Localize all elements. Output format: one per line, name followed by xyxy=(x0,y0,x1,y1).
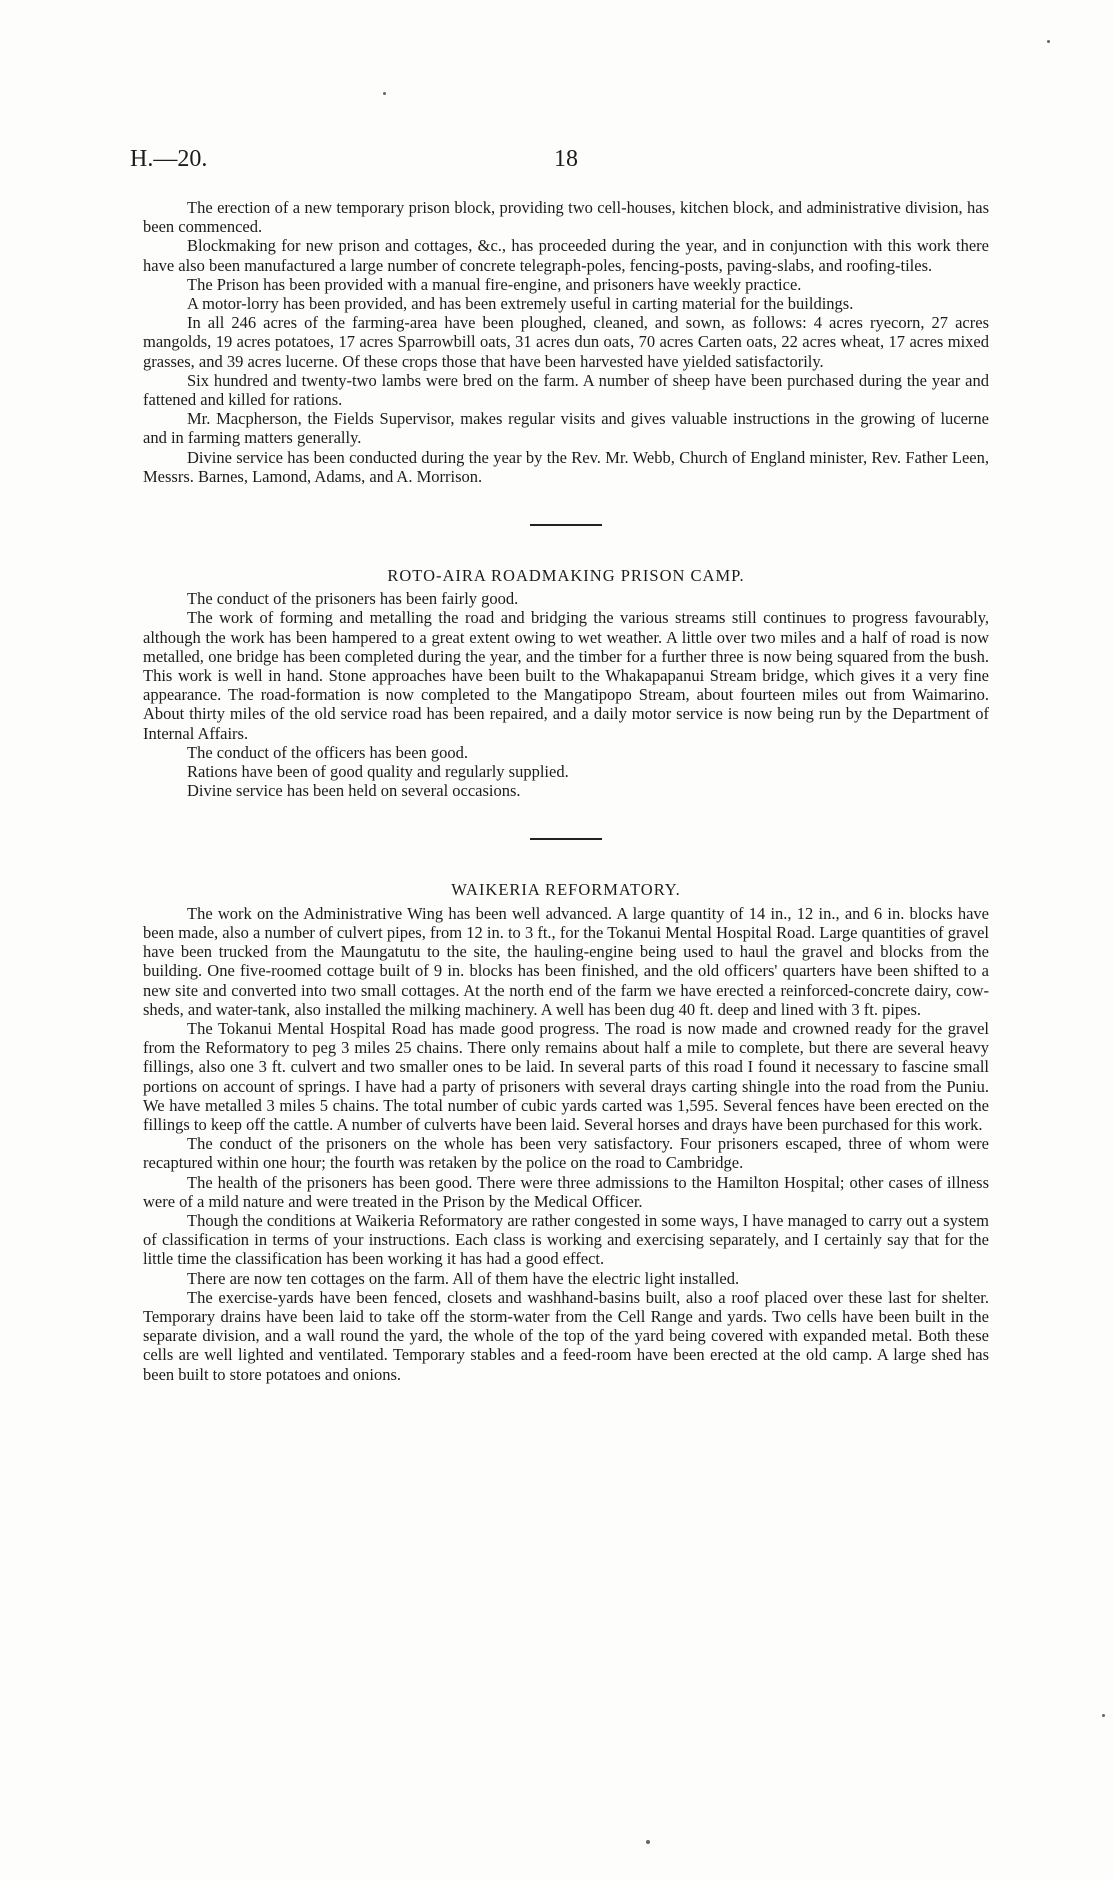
paragraph: The health of the prisoners has been good. There were three admissions to the Hamilton Hospital; other cases of illness were of a mild nature and were treated in the Prison by the Medical Officer. xyxy=(143,1172,989,1211)
paragraph: A motor-lorry has been provided, and has been extremely useful in carting material for the buildings. xyxy=(187,294,854,314)
paragraph: Blockmaking for new prison and cottages, &c., has proceeded during the year, and in conjunction with this work there have also been manufactured a large number of concrete telegraph-poles, fencing-posts, paving-slabs, and roofing-tiles. xyxy=(143,236,989,275)
paragraph: The conduct of the prisoners has been fairly good. xyxy=(187,589,519,609)
paragraph: Though the conditions at Waikeria Reformatory are rather congested in some ways, I have managed to carry out a system of classification in terms of your instructions. Each class is working and exercising separately, and I certainly say that for the little time the classification has been working it has had a good effect. xyxy=(143,1210,989,1269)
page-number: 18 xyxy=(554,146,578,172)
paragraph: The Prison has been provided with a manual fire-engine, and prisoners have weekly practice. xyxy=(187,274,802,294)
section-heading: ROTO-AIRA ROADMAKING PRISON CAMP. xyxy=(387,566,745,586)
scan-speck xyxy=(1102,1714,1105,1717)
paragraph: Divine service has been conducted during the year by the Rev. Mr. Webb, Church of England minister, Rev. Father Leen, Messrs. Barnes, Lamond, Adams, and A. Morrison. xyxy=(143,447,989,486)
section-divider xyxy=(530,524,602,526)
scan-speck xyxy=(383,92,386,95)
paragraph: In all 246 acres of the farming-area have been ploughed, cleaned, and sown, as follows: 4 acres ryecorn, 27 acres mangolds, 19 acres potatoes, 17 acres Sparrowbill oats, 31 acres dun oats, 70 acres Carten oats, 22 acres wheat, 17 acres mixed grasses, and 39 acres lucerne. Of these crops those that have been harvested have yielded satisfactorily. xyxy=(143,313,989,371)
scan-speck xyxy=(1047,40,1050,43)
paragraph: Six hundred and twenty-two lambs were bred on the farm. A number of sheep have been purchased during the year and fattened and killed for rations. xyxy=(143,370,989,410)
section-roto-aira xyxy=(143,566,989,800)
paragraph: There are now ten cottages on the farm. All of them have the electric light installed. xyxy=(187,1268,740,1288)
page-body xyxy=(143,198,989,1384)
paragraph: The work on the Administrative Wing has been well advanced. A large quantity of 14 in., 12 in., and 6 in. blocks have been made, also a number of culvert pipes, from 12 in. to 3 ft., for the Tokanui Mental Hospital Road. Large quantities of gravel have been trucked from the Maungatutu to the site, the hauling-engine being used to haul the gravel and blocks from the building. One five-roomed cottage built of 9 in. blocks has been finished, and the old officers' quarters have been shifted to a new site and converted into two small cottages. At the north end of the farm we have erected a reinforced-concrete dairy, cow-sheds, and water-tank, also installed the milking machinery. A well has been dug 40 ft. deep and lined with 3 ft. pipes. xyxy=(143,903,989,1019)
section-divider xyxy=(530,838,602,840)
document-id: H.—20. xyxy=(130,146,208,172)
paragraph: The conduct of the prisoners on the whole has been very satisfactory. Four prisoners escaped, three of whom were recaptured within one hour; the fourth was retaken by the police on the road to Cambridge. xyxy=(143,1134,989,1173)
paragraph: Mr. Macpherson, the Fields Supervisor, makes regular visits and gives valuable instructions in the growing of lucerne and in farming matters generally. xyxy=(143,409,989,448)
paragraph: Divine service has been held on several occasions. xyxy=(187,781,521,801)
paragraph: The exercise-yards have been fenced, closets and washhand-basins built, also a roof placed over these last for shelter. Temporary drains have been laid to take off the storm-water from the Cell Range and yards. Two cells have been built in the separate division, and a wall round the yard, the whole of the top of the yard being covered with expanded metal. Both these cells are well lighted and ventilated. Temporary stables and a feed-room have been erected at the old camp. A large shed has been built to store potatoes and onions. xyxy=(143,1287,989,1384)
paragraph: The erection of a new temporary prison block, providing two cell-houses, kitchen block, and administrative division, has been commenced. xyxy=(143,198,989,237)
paragraph: Rations have been of good quality and regularly supplied. xyxy=(187,762,569,782)
paragraph: The Tokanui Mental Hospital Road has made good progress. The road is now made and crowned ready for the gravel from the Reformatory to peg 3 miles 25 chains. There only remains about half a mile to complete, but there are several heavy fillings, also one 3 ft. culvert and two smaller ones to be laid. In several parts of this road I found it necessary to fascine small portions on account of springs. I have had a party of prisoners with several drays carting shingle into the road from the Puniu. We have metalled 3 miles 5 chains. The total number of cubic yards carted was 1,595. Several fences have been erected on the fillings to keep off the cattle. A number of culverts have been laid. Several horses and drays have been purchased for this work. xyxy=(143,1018,989,1134)
scan-speck xyxy=(646,1840,650,1844)
intro-block xyxy=(143,198,989,486)
section-waikeria xyxy=(143,880,989,1383)
paragraph: The conduct of the officers has been good. xyxy=(187,742,469,762)
section-heading: WAIKERIA REFORMATORY. xyxy=(451,880,681,900)
page-header xyxy=(130,146,990,176)
paragraph: The work of forming and metalling the road and bridging the various streams still continues to progress favourably, although the work has been hampered to a great extent owing to wet weather. A little over two miles and a half of road is now metalled, one bridge has been completed during the year, and the timber for a further three is now being squared from the bush. This work is well in hand. Stone approaches have been built to the Whakapapanui Stream bridge, which gives it a very fine appearance. The road-formation is now completed to the Mangatipopo Stream, about fourteen miles out from Waimarino. About thirty miles of the old service road has been repaired, and a daily motor service is now being run by the Department of Internal Affairs. xyxy=(143,608,989,743)
